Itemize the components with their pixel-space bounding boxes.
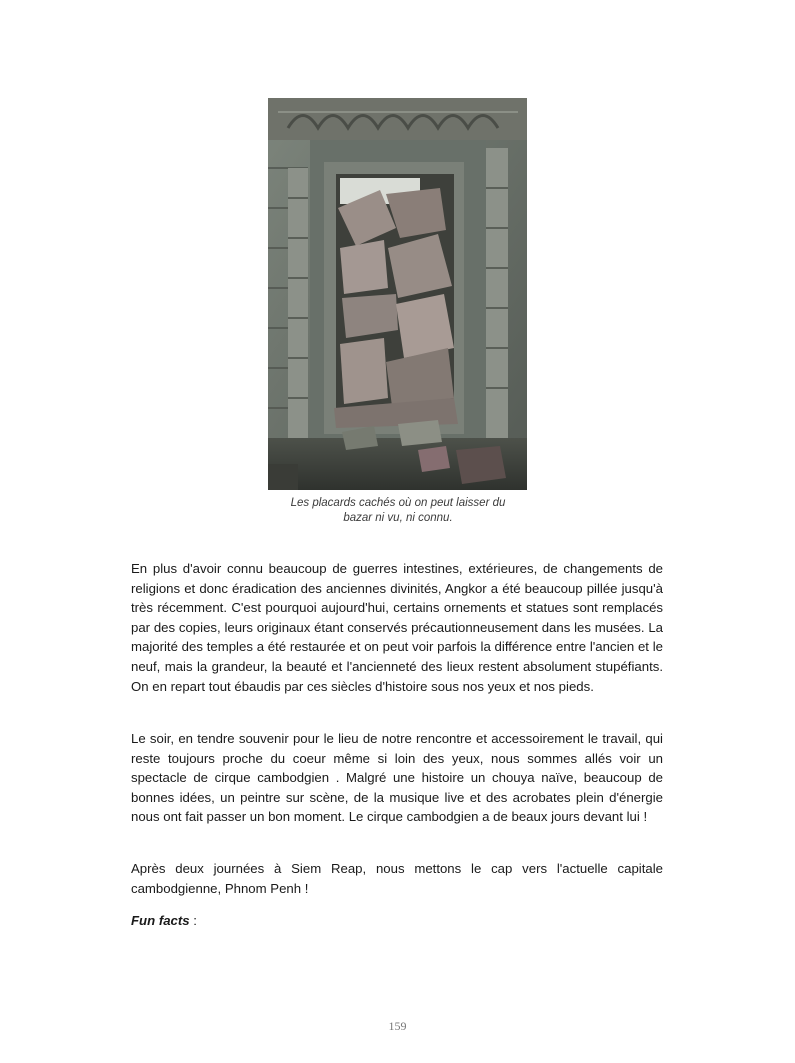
paragraph-2: Le soir, en tendre souvenir pour le lieu de notre rencontre et accessoirement le travail, qui reste toujours proche du coeur même si loin des yeux, nous sommes allés voir un spectacle de cirque cambodgien . Malgré une histoire un chouya naïve, beaucoup de bonnes idées, un peintre sur scène, de la musique live et des acrobates plein d'énergie nous ont fait passer un bon moment. Le cirque cambodgien a de beaux jours devant lui !	[131, 731, 663, 825]
paragraph-3: Après deux journées à Siem Reap, nous mettons le cap vers l'actuelle capitale cambodgienne, Phnom Penh !	[131, 861, 663, 896]
temple-doorway-icon	[268, 98, 527, 490]
fun-facts-suffix: :	[189, 913, 197, 928]
fun-facts-heading	[131, 911, 663, 931]
caption-line-1: Les placards cachés où on peut laisser du	[290, 497, 506, 509]
temple-doorway-photo	[268, 98, 527, 490]
paragraph-1: En plus d'avoir connu beaucoup de guerres intestines, extérieures, de changements de religions et donc éradication des anciennes divinités, Angkor a été beaucoup pillée jusqu'à très récemment. C'est pourquoi aujourd'hui, certains ornements et statues sont remplacés par des copies, leurs originaux étant conservés précautionneusement dans les musées. La majorité des temples a été restaurée et on peut voir parfois la différence entre l'ancien et le neuf, mais la grandeur, la beauté et l'ancienneté des lieux restent absolument stupéfiants. On en repart tout ébaudis par ces siècles d'histoire sous nos yeux et nos pieds.	[131, 561, 663, 694]
figure-caption	[270, 496, 526, 526]
fun-facts-label: Fun facts	[131, 913, 190, 928]
page-number: 159	[388, 1019, 407, 1033]
caption-line-2: bazar ni vu, ni connu.	[343, 512, 453, 524]
